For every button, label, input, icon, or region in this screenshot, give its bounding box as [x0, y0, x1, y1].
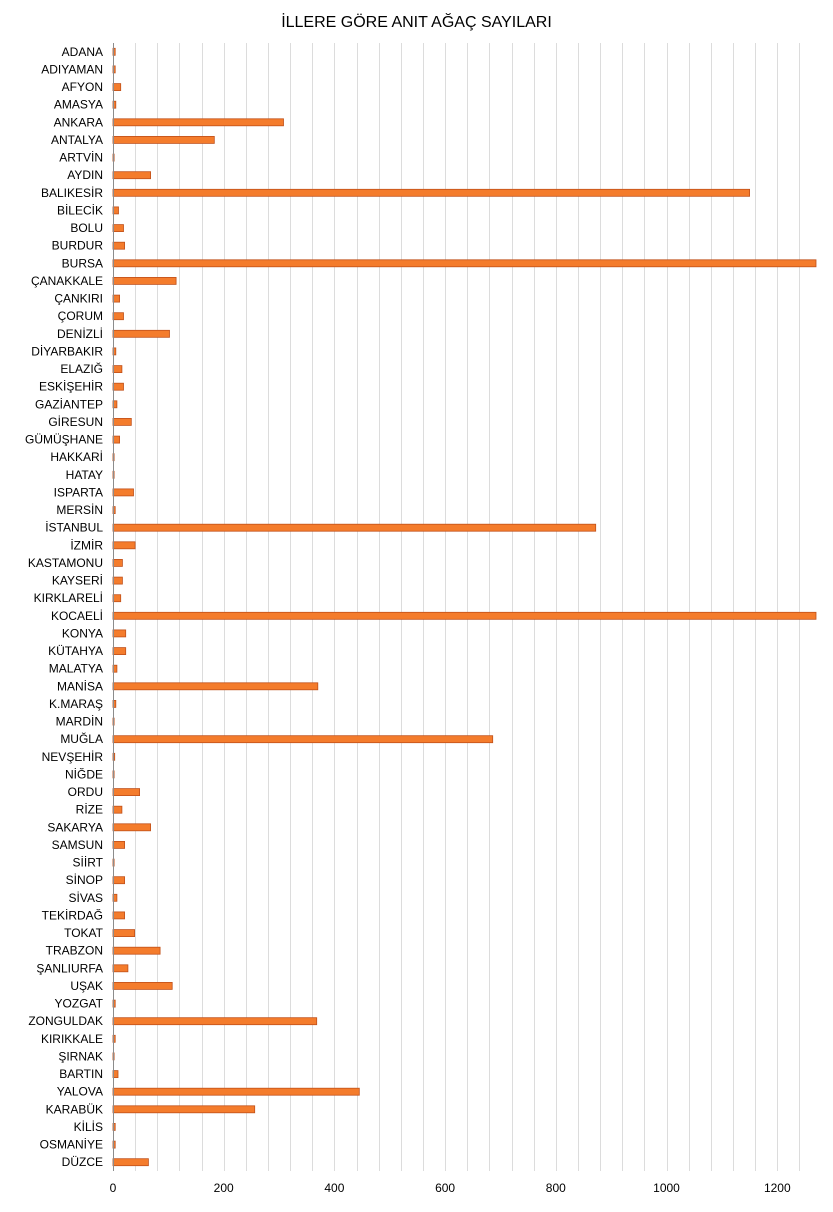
category-label: KARABÜK — [45, 1102, 103, 1117]
bar-45 — [113, 841, 125, 848]
category-label: TRABZON — [45, 943, 103, 958]
category-label: ADANA — [61, 44, 103, 59]
bar-33 — [113, 630, 126, 637]
bar-49 — [113, 912, 125, 919]
category-label: YOZGAT — [54, 996, 103, 1011]
category-label: AFYON — [61, 80, 103, 95]
category-label: ANTALYA — [50, 132, 103, 147]
category-label: TEKİRDAĞ — [41, 908, 103, 923]
category-label: MALATYA — [48, 661, 103, 676]
category-label: GİRESUN — [48, 414, 103, 429]
bar-29 — [113, 559, 122, 566]
grid-lines — [136, 43, 800, 1171]
category-label: BARTIN — [59, 1067, 103, 1082]
category-label: ŞIRNAK — [58, 1049, 103, 1064]
bar-25 — [113, 489, 134, 496]
category-label: KONYA — [61, 626, 103, 641]
category-label: KIRIKKALE — [40, 1031, 103, 1046]
category-label: ORDU — [67, 785, 103, 800]
category-label: ISPARTA — [53, 485, 103, 500]
category-label: ANKARA — [53, 115, 103, 130]
bar-52 — [113, 965, 128, 972]
category-label: TOKAT — [64, 926, 103, 941]
bar-18 — [113, 366, 122, 373]
bar-63 — [113, 1159, 148, 1166]
category-label: BOLU — [70, 221, 103, 236]
category-label: ZONGULDAK — [28, 1014, 103, 1029]
category-label: DİYARBAKIR — [31, 344, 103, 359]
category-label: BİLECİK — [56, 203, 103, 218]
bar-59 — [113, 1088, 359, 1095]
category-label: RİZE — [75, 802, 103, 817]
category-label: SAMSUN — [51, 837, 103, 852]
category-label: GÜMÜŞHANE — [24, 432, 103, 447]
bar-5 — [113, 136, 214, 143]
x-tick-label: 1200 — [763, 1181, 791, 1195]
category-label: DENİZLİ — [56, 326, 103, 341]
category-label: ARTVİN — [59, 150, 103, 165]
category-label: MARDİN — [55, 714, 103, 729]
bar-4 — [113, 119, 284, 126]
bar-44 — [113, 824, 151, 831]
category-label: KASTAMONU — [27, 555, 103, 570]
bar-32 — [113, 612, 816, 619]
bar-31 — [113, 595, 121, 602]
bar-55 — [113, 1018, 317, 1025]
category-label: YALOVA — [56, 1084, 103, 1099]
bar-15 — [113, 313, 124, 320]
category-label: KAYSERİ — [51, 573, 103, 588]
bar-30 — [113, 577, 122, 584]
bar-39 — [113, 736, 493, 743]
bar-10 — [113, 225, 124, 232]
category-label: KİLİS — [73, 1119, 103, 1134]
category-label: AYDIN — [67, 168, 103, 183]
x-tick-label: 600 — [435, 1181, 456, 1195]
category-label: MERSİN — [56, 503, 103, 518]
bar-53 — [113, 982, 172, 989]
category-label: BURDUR — [51, 238, 103, 253]
chart-title: İLLERE GÖRE ANIT AĞAÇ SAYILARI — [281, 14, 552, 31]
category-label: ŞANLIURFA — [36, 961, 103, 976]
bar-21 — [113, 418, 131, 425]
category-label: ÇANAKKALE — [30, 273, 103, 288]
category-label: UŞAK — [70, 978, 103, 993]
bar-43 — [113, 806, 122, 813]
bar-50 — [113, 930, 135, 937]
category-label: NEVŞEHİR — [41, 749, 103, 764]
category-label: ÇORUM — [57, 309, 103, 324]
bar-12 — [113, 260, 816, 267]
category-label: KÜTAHYA — [48, 644, 103, 659]
bar-28 — [113, 542, 135, 549]
x-tick-label: 0 — [109, 1181, 117, 1195]
x-tick-label: 1000 — [653, 1181, 680, 1195]
x-tick-label: 200 — [213, 1181, 234, 1195]
category-label: SİNOP — [65, 873, 103, 888]
bar-16 — [113, 330, 170, 337]
category-label: BALIKESİR — [40, 185, 103, 200]
bar-42 — [113, 789, 140, 796]
bar-11 — [113, 242, 125, 249]
category-label: İZMİR — [70, 538, 103, 553]
category-label: ADIYAMAN — [41, 62, 103, 77]
category-label: K.MARAŞ — [48, 696, 103, 711]
bar-7 — [113, 172, 151, 179]
bar-13 — [113, 277, 176, 284]
category-label: GAZİANTEP — [34, 397, 103, 412]
category-label: HATAY — [65, 467, 103, 482]
category-label: ELAZIĞ — [60, 362, 103, 377]
bar-47 — [113, 877, 125, 884]
bar-60 — [113, 1106, 255, 1113]
category-label: HAKKARİ — [50, 450, 103, 465]
category-label: SİVAS — [68, 890, 103, 905]
bar-51 — [113, 947, 160, 954]
bar-27 — [113, 524, 596, 531]
bar-8 — [113, 189, 750, 196]
x-tick-label: 400 — [324, 1181, 345, 1195]
x-axis-ticks — [110, 1181, 791, 1195]
category-labels — [25, 45, 104, 1169]
category-label: OSMANİYE — [39, 1137, 103, 1152]
category-label: KOCAELİ — [50, 608, 103, 623]
category-label: ÇANKIRI — [54, 291, 103, 306]
bar-34 — [113, 648, 126, 655]
category-label: MUĞLA — [60, 732, 103, 747]
x-tick-label: 800 — [545, 1181, 566, 1195]
bar-19 — [113, 383, 124, 390]
category-label: SAKARYA — [47, 820, 103, 835]
category-label: AMASYA — [53, 97, 103, 112]
category-label: ESKİŞEHİR — [38, 379, 103, 394]
category-label: İSTANBUL — [45, 520, 103, 535]
bar-2 — [113, 84, 121, 91]
bars — [113, 48, 816, 1165]
bar-36 — [113, 683, 318, 690]
category-label: NİĞDE — [64, 767, 103, 782]
category-label: SİİRT — [72, 855, 103, 870]
category-label: BURSA — [61, 256, 103, 271]
category-label: DÜZCE — [61, 1155, 103, 1170]
category-label: KIRKLARELİ — [33, 591, 103, 606]
category-label: MANİSA — [56, 679, 103, 694]
